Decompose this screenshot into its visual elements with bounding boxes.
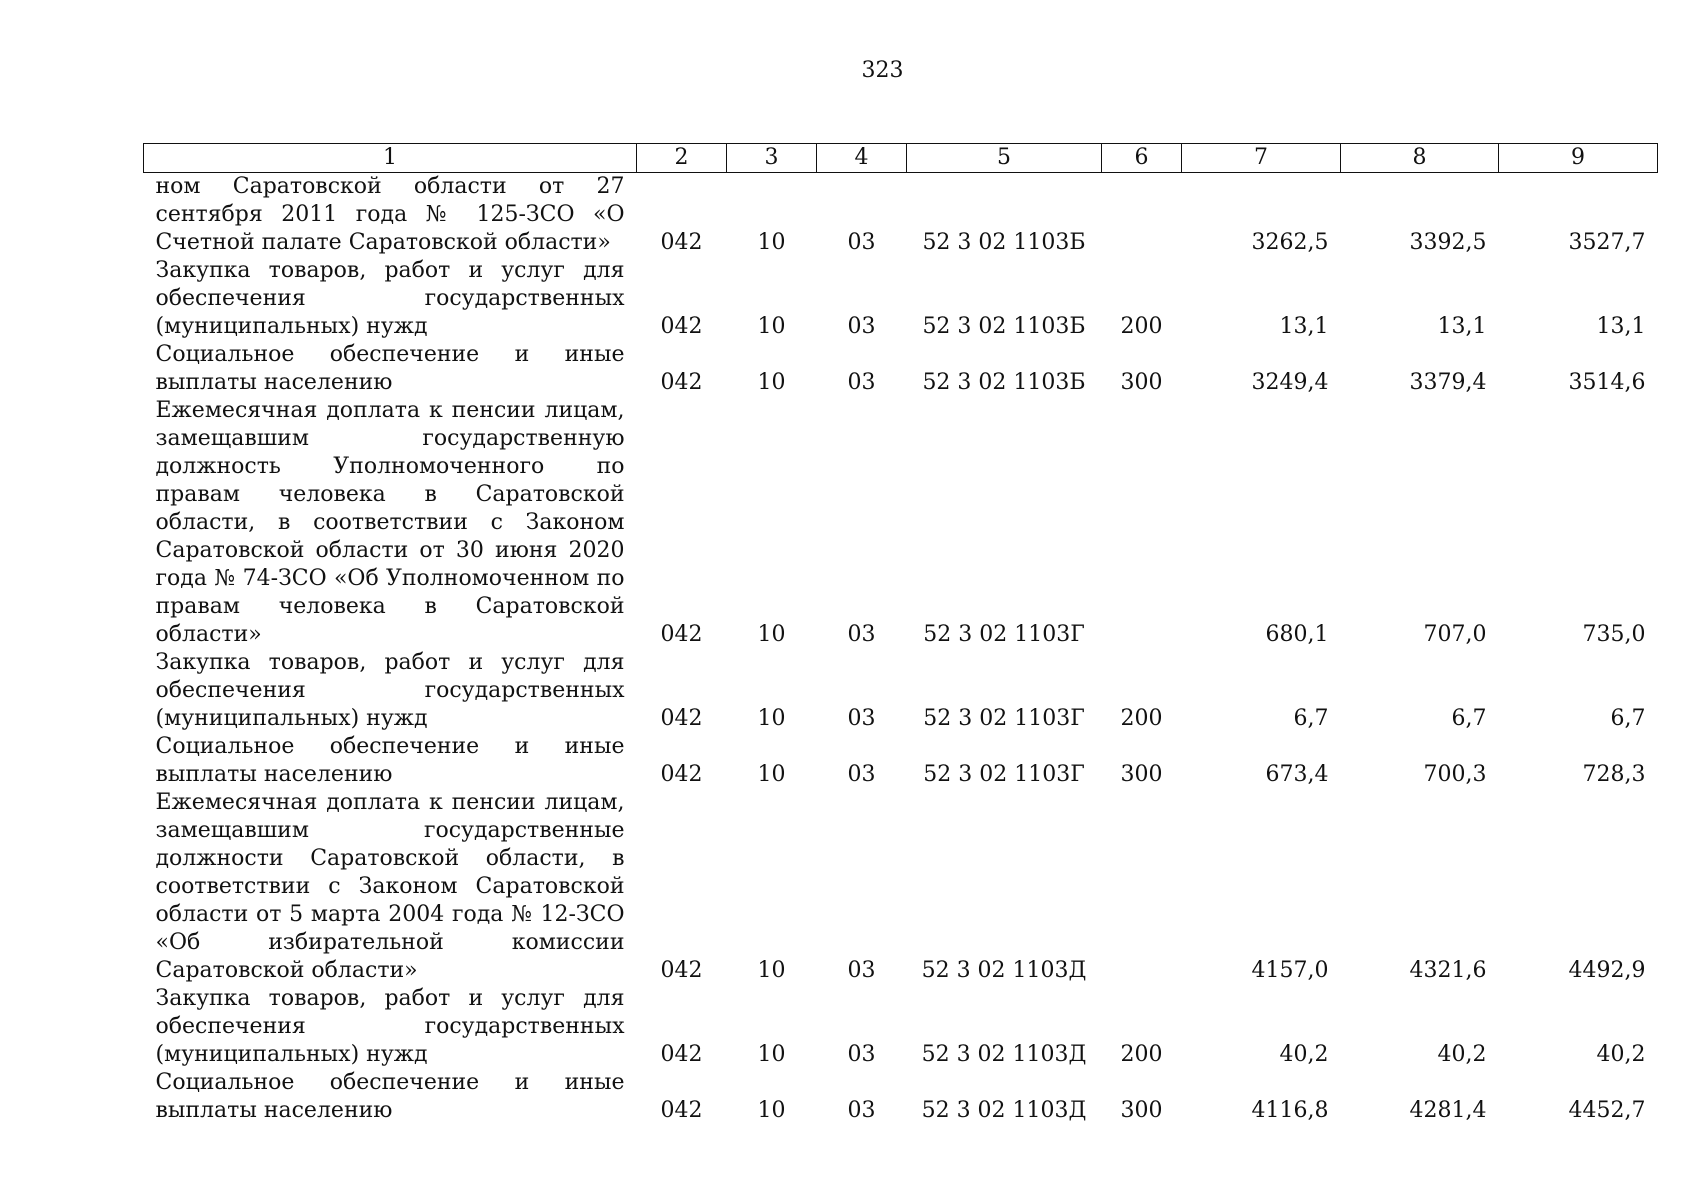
cell-expense-type: 200 — [1120, 314, 1163, 339]
cell-subsection-code: 03 — [847, 1098, 876, 1123]
table-row — [144, 341, 1658, 397]
cell-target-article: 52 3 02 1103Б — [922, 314, 1086, 339]
cell-target-article: 52 3 02 1103Г — [923, 706, 1085, 731]
column-header-2: 2 — [637, 144, 727, 173]
row-description: Закупка товаров, работ и услуг для обеспечения государственных (муниципальных) нужд — [155, 650, 625, 731]
cell-expense-type: 200 — [1120, 1042, 1163, 1067]
cell-amount-col8: 707,0 — [1423, 622, 1487, 647]
cell-amount-col7: 3262,5 — [1251, 230, 1329, 255]
table-row — [144, 397, 1658, 649]
cell-amount-col7: 4116,8 — [1251, 1098, 1329, 1123]
cell-amount-col9: 4452,7 — [1568, 1098, 1646, 1123]
cell-amount-col7: 680,1 — [1265, 622, 1329, 647]
cell-subsection-code: 03 — [847, 370, 876, 395]
cell-target-article: 52 3 02 1103Д — [921, 958, 1087, 983]
cell-expense-type — [1102, 397, 1182, 649]
cell-expense-type: 300 — [1120, 370, 1163, 395]
cell-section-code: 10 — [757, 622, 786, 647]
cell-amount-col9: 728,3 — [1582, 762, 1646, 787]
cell-amount-col9: 13,1 — [1596, 314, 1646, 339]
cell-amount-col8: 700,3 — [1423, 762, 1487, 787]
cell-subsection-code: 03 — [847, 706, 876, 731]
cell-target-article: 52 3 02 1103Д — [921, 1098, 1087, 1123]
page-number: 323 — [861, 58, 904, 83]
table-row — [144, 257, 1658, 341]
cell-section-code: 10 — [757, 314, 786, 339]
table-row — [144, 173, 1658, 258]
cell-amount-col9: 3527,7 — [1568, 230, 1646, 255]
row-description: Социальное обеспечение и иные выплаты населению — [155, 1070, 625, 1123]
cell-target-article: 52 3 02 1103Д — [921, 1042, 1087, 1067]
cell-amount-col8: 3379,4 — [1409, 370, 1487, 395]
header-row — [144, 144, 1658, 173]
cell-expense-type — [1102, 789, 1182, 985]
cell-amount-col7: 4157,0 — [1251, 958, 1329, 983]
cell-ministry-code: 042 — [660, 762, 703, 787]
cell-ministry-code: 042 — [660, 622, 703, 647]
cell-section-code: 10 — [757, 1098, 786, 1123]
table-body — [144, 173, 1658, 1126]
row-description: Закупка товаров, работ и услуг для обеспечения государственных (муниципальных) нужд — [155, 986, 625, 1067]
cell-target-article: 52 3 02 1103Г — [923, 762, 1085, 787]
cell-section-code: 10 — [757, 762, 786, 787]
column-header-9: 9 — [1499, 144, 1658, 173]
table-row — [144, 1069, 1658, 1125]
cell-ministry-code: 042 — [660, 230, 703, 255]
cell-amount-col7: 13,1 — [1279, 314, 1329, 339]
cell-amount-col9: 6,7 — [1610, 706, 1646, 731]
cell-subsection-code: 03 — [847, 958, 876, 983]
column-header-8: 8 — [1341, 144, 1499, 173]
cell-ministry-code: 042 — [660, 1042, 703, 1067]
cell-amount-col8: 40,2 — [1437, 1042, 1487, 1067]
cell-expense-type: 200 — [1120, 706, 1163, 731]
cell-section-code: 10 — [757, 370, 786, 395]
table-row — [144, 789, 1658, 985]
cell-subsection-code: 03 — [847, 762, 876, 787]
cell-amount-col8: 6,7 — [1451, 706, 1487, 731]
row-description: Закупка товаров, работ и услуг для обеспечения государственных (муниципальных) нужд — [155, 258, 625, 339]
cell-target-article: 52 3 02 1103Б — [922, 230, 1086, 255]
table-header — [144, 144, 1658, 173]
cell-amount-col9: 40,2 — [1596, 1042, 1646, 1067]
cell-subsection-code: 03 — [847, 622, 876, 647]
budget-table — [143, 143, 1658, 1125]
cell-ministry-code: 042 — [660, 370, 703, 395]
column-header-4: 4 — [817, 144, 907, 173]
cell-expense-type: 300 — [1120, 762, 1163, 787]
column-header-6: 6 — [1102, 144, 1182, 173]
column-header-5: 5 — [907, 144, 1102, 173]
column-header-3: 3 — [727, 144, 817, 173]
cell-amount-col9: 4492,9 — [1568, 958, 1646, 983]
cell-section-code: 10 — [757, 706, 786, 731]
table-row — [144, 733, 1658, 789]
cell-section-code: 10 — [757, 958, 786, 983]
cell-target-article: 52 3 02 1103Б — [922, 370, 1086, 395]
row-description: ном Саратовской области от 27 сентября 2011 года № 125-ЗСО «О Счетной палате Саратовской области» — [155, 174, 625, 255]
cell-ministry-code: 042 — [660, 1098, 703, 1123]
cell-subsection-code: 03 — [847, 314, 876, 339]
column-header-7: 7 — [1182, 144, 1341, 173]
cell-section-code: 10 — [757, 1042, 786, 1067]
cell-amount-col7: 40,2 — [1279, 1042, 1329, 1067]
cell-ministry-code: 042 — [660, 706, 703, 731]
cell-target-article: 52 3 02 1103Г — [923, 622, 1085, 647]
cell-amount-col7: 6,7 — [1293, 706, 1329, 731]
cell-amount-col9: 3514,6 — [1568, 370, 1646, 395]
cell-amount-col8: 4281,4 — [1409, 1098, 1487, 1123]
cell-expense-type: 300 — [1120, 1098, 1163, 1123]
cell-subsection-code: 03 — [847, 230, 876, 255]
cell-amount-col7: 3249,4 — [1251, 370, 1329, 395]
cell-ministry-code: 042 — [660, 958, 703, 983]
row-description: Ежемесячная доплата к пенсии лицам, замещавшим государственные должности Саратовской области, в соответствии с Законом Саратовской области от 5 марта 2004 года № 12-ЗСО «Об избирательной комиссии Саратовской области» — [155, 790, 625, 983]
column-header-1: 1 — [144, 144, 637, 173]
row-description: Ежемесячная доплата к пенсии лицам, замещавшим государственную должность Уполномоченного по правам человека в Саратовской области, в соответствии с Законом Саратовской области от 30 июня 2020 года № 74-ЗСО «Об Уполномоченном по правам человека в Саратовской области» — [155, 398, 625, 647]
row-description: Социальное обеспечение и иные выплаты населению — [155, 734, 625, 787]
cell-amount-col8: 3392,5 — [1409, 230, 1487, 255]
cell-subsection-code: 03 — [847, 1042, 876, 1067]
cell-ministry-code: 042 — [660, 314, 703, 339]
cell-amount-col9: 735,0 — [1582, 622, 1646, 647]
cell-amount-col7: 673,4 — [1265, 762, 1329, 787]
table-row — [144, 985, 1658, 1069]
cell-expense-type — [1102, 173, 1182, 258]
row-description: Социальное обеспечение и иные выплаты населению — [155, 342, 625, 395]
cell-section-code: 10 — [757, 230, 786, 255]
cell-amount-col8: 4321,6 — [1409, 958, 1487, 983]
table-row — [144, 649, 1658, 733]
cell-amount-col8: 13,1 — [1437, 314, 1487, 339]
